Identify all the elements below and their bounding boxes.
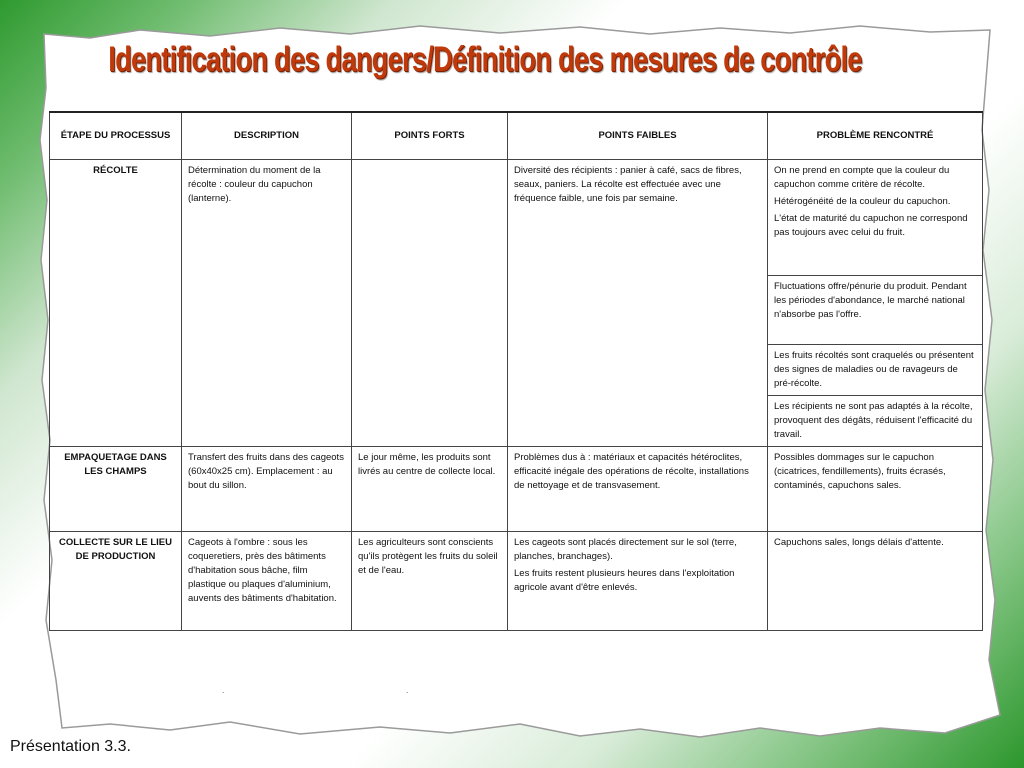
stray-dot: . <box>222 686 225 695</box>
problem-line: On ne prend en compte que la couleur du capuchon comme critère de récolte. <box>774 165 950 190</box>
header-problem: PROBLÈME RENCONTRÉ <box>768 112 983 160</box>
problem-cell <box>768 160 983 276</box>
table-row <box>50 532 983 631</box>
slide-title: Identification des dangers/Définition des mesures de contrôle <box>108 40 862 79</box>
table-row <box>50 160 983 276</box>
strong-points-cell: Les agriculteurs sont conscients qu'ils protègent les fruits du soleil et de l'eau. <box>352 532 508 631</box>
stage-empaquetage: EMPAQUETAGE DANS LES CHAMPS <box>50 447 182 532</box>
stage-collecte: COLLECTE SUR LE LIEU DE PRODUCTION <box>50 532 182 631</box>
description-cell: Transfert des fruits dans des cageots (60x40x25 cm). Emplacement : au bout du sillon. <box>182 447 352 532</box>
table-header-row <box>50 112 983 160</box>
problem-cell: Capuchons sales, longs délais d'attente. <box>768 532 983 631</box>
stray-dot: . <box>406 686 409 695</box>
problem-line: L'état de maturité du capuchon ne correspond pas toujours avec celui du fruit. <box>774 213 968 238</box>
problem-cell: Possibles dommages sur le capuchon (cicatrices, fendillements), fruits écrasés, contaminés, capuchons sales. <box>768 447 983 532</box>
slide-footer: Présentation 3.3. <box>10 738 131 755</box>
description-cell: Détermination du moment de la récolte : couleur du capuchon (lanterne). <box>182 160 352 447</box>
strong-points-cell <box>352 160 508 447</box>
problem-cell: Fluctuations offre/pénurie du produit. Pendant les périodes d'abondance, le marché national n'absorbe pas l'offre. <box>768 276 983 345</box>
stage-recolte: RÉCOLTE <box>50 160 182 447</box>
weak-point-line: Les cageots sont placés directement sur le sol (terre, planches, branchages). <box>514 537 737 562</box>
problem-cell: Les récipients ne sont pas adaptés à la récolte, provoquent des dégâts, réduisent l'efficacité du travail. <box>768 396 983 447</box>
description-cell: Cageots à l'ombre : sous les coqueretiers, près des bâtiments d'habitation sous bâche, film plastique ou plaques d'aluminium, auvents des bâtiments d'habitation. <box>182 532 352 631</box>
table-row <box>50 447 983 532</box>
header-description: DESCRIPTION <box>182 112 352 160</box>
weak-points-cell: Problèmes dus à : matériaux et capacités hétéroclites, efficacité inégale des opérations de récolte, installations de nettoyage et de transvasement. <box>508 447 768 532</box>
header-stage: ÉTAPE DU PROCESSUS <box>50 112 182 160</box>
header-strong-points: POINTS FORTS <box>352 112 508 160</box>
weak-point-line: Les fruits restent plusieurs heures dans l'exploitation agricole avant d'être enlevés. <box>514 568 735 593</box>
weak-points-cell <box>508 532 768 631</box>
header-weak-points: POINTS FAIBLES <box>508 112 768 160</box>
hazard-table <box>49 111 983 631</box>
problem-line: Hétérogénéité de la couleur du capuchon. <box>774 196 951 207</box>
problem-cell: Les fruits récoltés sont craquelés ou présentent des signes de maladies ou de ravageurs de pré-récolte. <box>768 345 983 396</box>
strong-points-cell: Le jour même, les produits sont livrés au centre de collecte local. <box>352 447 508 532</box>
weak-points-cell: Diversité des récipients : panier à café, sacs de fibres, seaux, paniers. La récolte est effectuée avec une fréquence faible, une fois par semaine. <box>508 160 768 447</box>
